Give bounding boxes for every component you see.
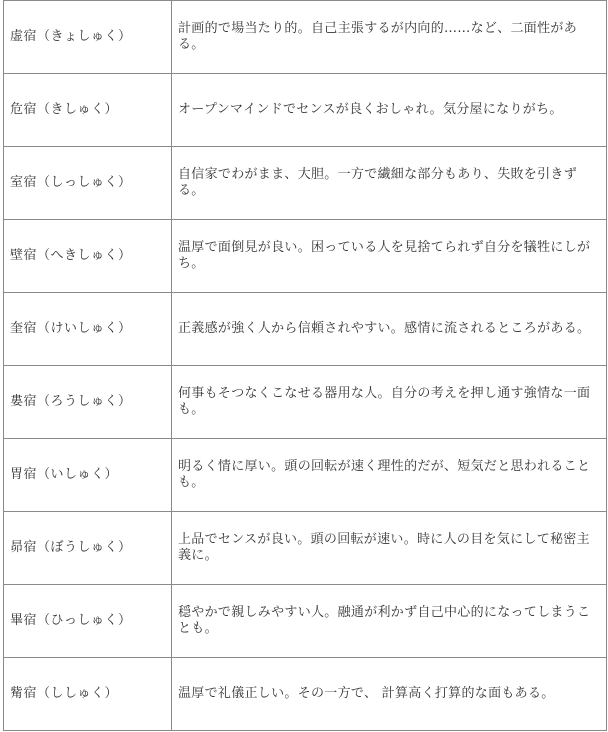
mansion-name: 畢宿（ひっしゅく） xyxy=(4,585,172,658)
mansion-name: 婁宿（ろうしゅく） xyxy=(4,366,172,439)
table-row xyxy=(4,366,607,439)
table-body xyxy=(4,1,607,731)
mansion-name: 室宿（しっしゅく） xyxy=(4,147,172,220)
mansion-name: 胃宿（いしゅく） xyxy=(4,439,172,512)
table-row xyxy=(4,1,607,74)
mansion-description: 自信家でわがまま、大胆。一方で繊細な部分もあり、失敗を引きずる。 xyxy=(172,147,607,220)
table-row xyxy=(4,74,607,147)
table-row xyxy=(4,512,607,585)
mansion-name: 壁宿（へきしゅく） xyxy=(4,220,172,293)
table-row xyxy=(4,220,607,293)
mansion-description: 温厚で礼儀正しい。その一方で、 計算高く打算的な面もある。 xyxy=(172,658,607,731)
mansion-description: 計画的で場当たり的。自己主張するが内向的……など、二面性がある。 xyxy=(172,1,607,74)
zodiac-table-container xyxy=(3,0,607,732)
mansion-name: 虚宿（きょしゅく） xyxy=(4,1,172,74)
mansion-description: 温厚で面倒見が良い。困っている人を見捨てられず自分を犠牲にしがち。 xyxy=(172,220,607,293)
table-row xyxy=(4,293,607,366)
lunar-mansion-table xyxy=(3,0,607,731)
mansion-description: 穏やかで親しみやすい人。融通が利かず自己中心的になってしまうことも。 xyxy=(172,585,607,658)
table-row xyxy=(4,658,607,731)
mansion-description: 明るく情に厚い。頭の回転が速く理性的だが、短気だと思われることも。 xyxy=(172,439,607,512)
mansion-name: 昴宿（ぼうしゅく） xyxy=(4,512,172,585)
mansion-name: 危宿（きしゅく） xyxy=(4,74,172,147)
mansion-name: 奎宿（けいしゅく） xyxy=(4,293,172,366)
mansion-description: 何事もそつなくこなせる器用な人。自分の考えを押し通す強情な一面も。 xyxy=(172,366,607,439)
table-row xyxy=(4,585,607,658)
mansion-description: 上品でセンスが良い。頭の回転が速い。時に人の目を気にして秘密主義に。 xyxy=(172,512,607,585)
table-row xyxy=(4,147,607,220)
mansion-name: 觜宿（ししゅく） xyxy=(4,658,172,731)
mansion-description: オープンマインドでセンスが良くおしゃれ。気分屋になりがち。 xyxy=(172,74,607,147)
table-row xyxy=(4,439,607,512)
mansion-description: 正義感が強く人から信頼されやすい。感情に流されるところがある。 xyxy=(172,293,607,366)
